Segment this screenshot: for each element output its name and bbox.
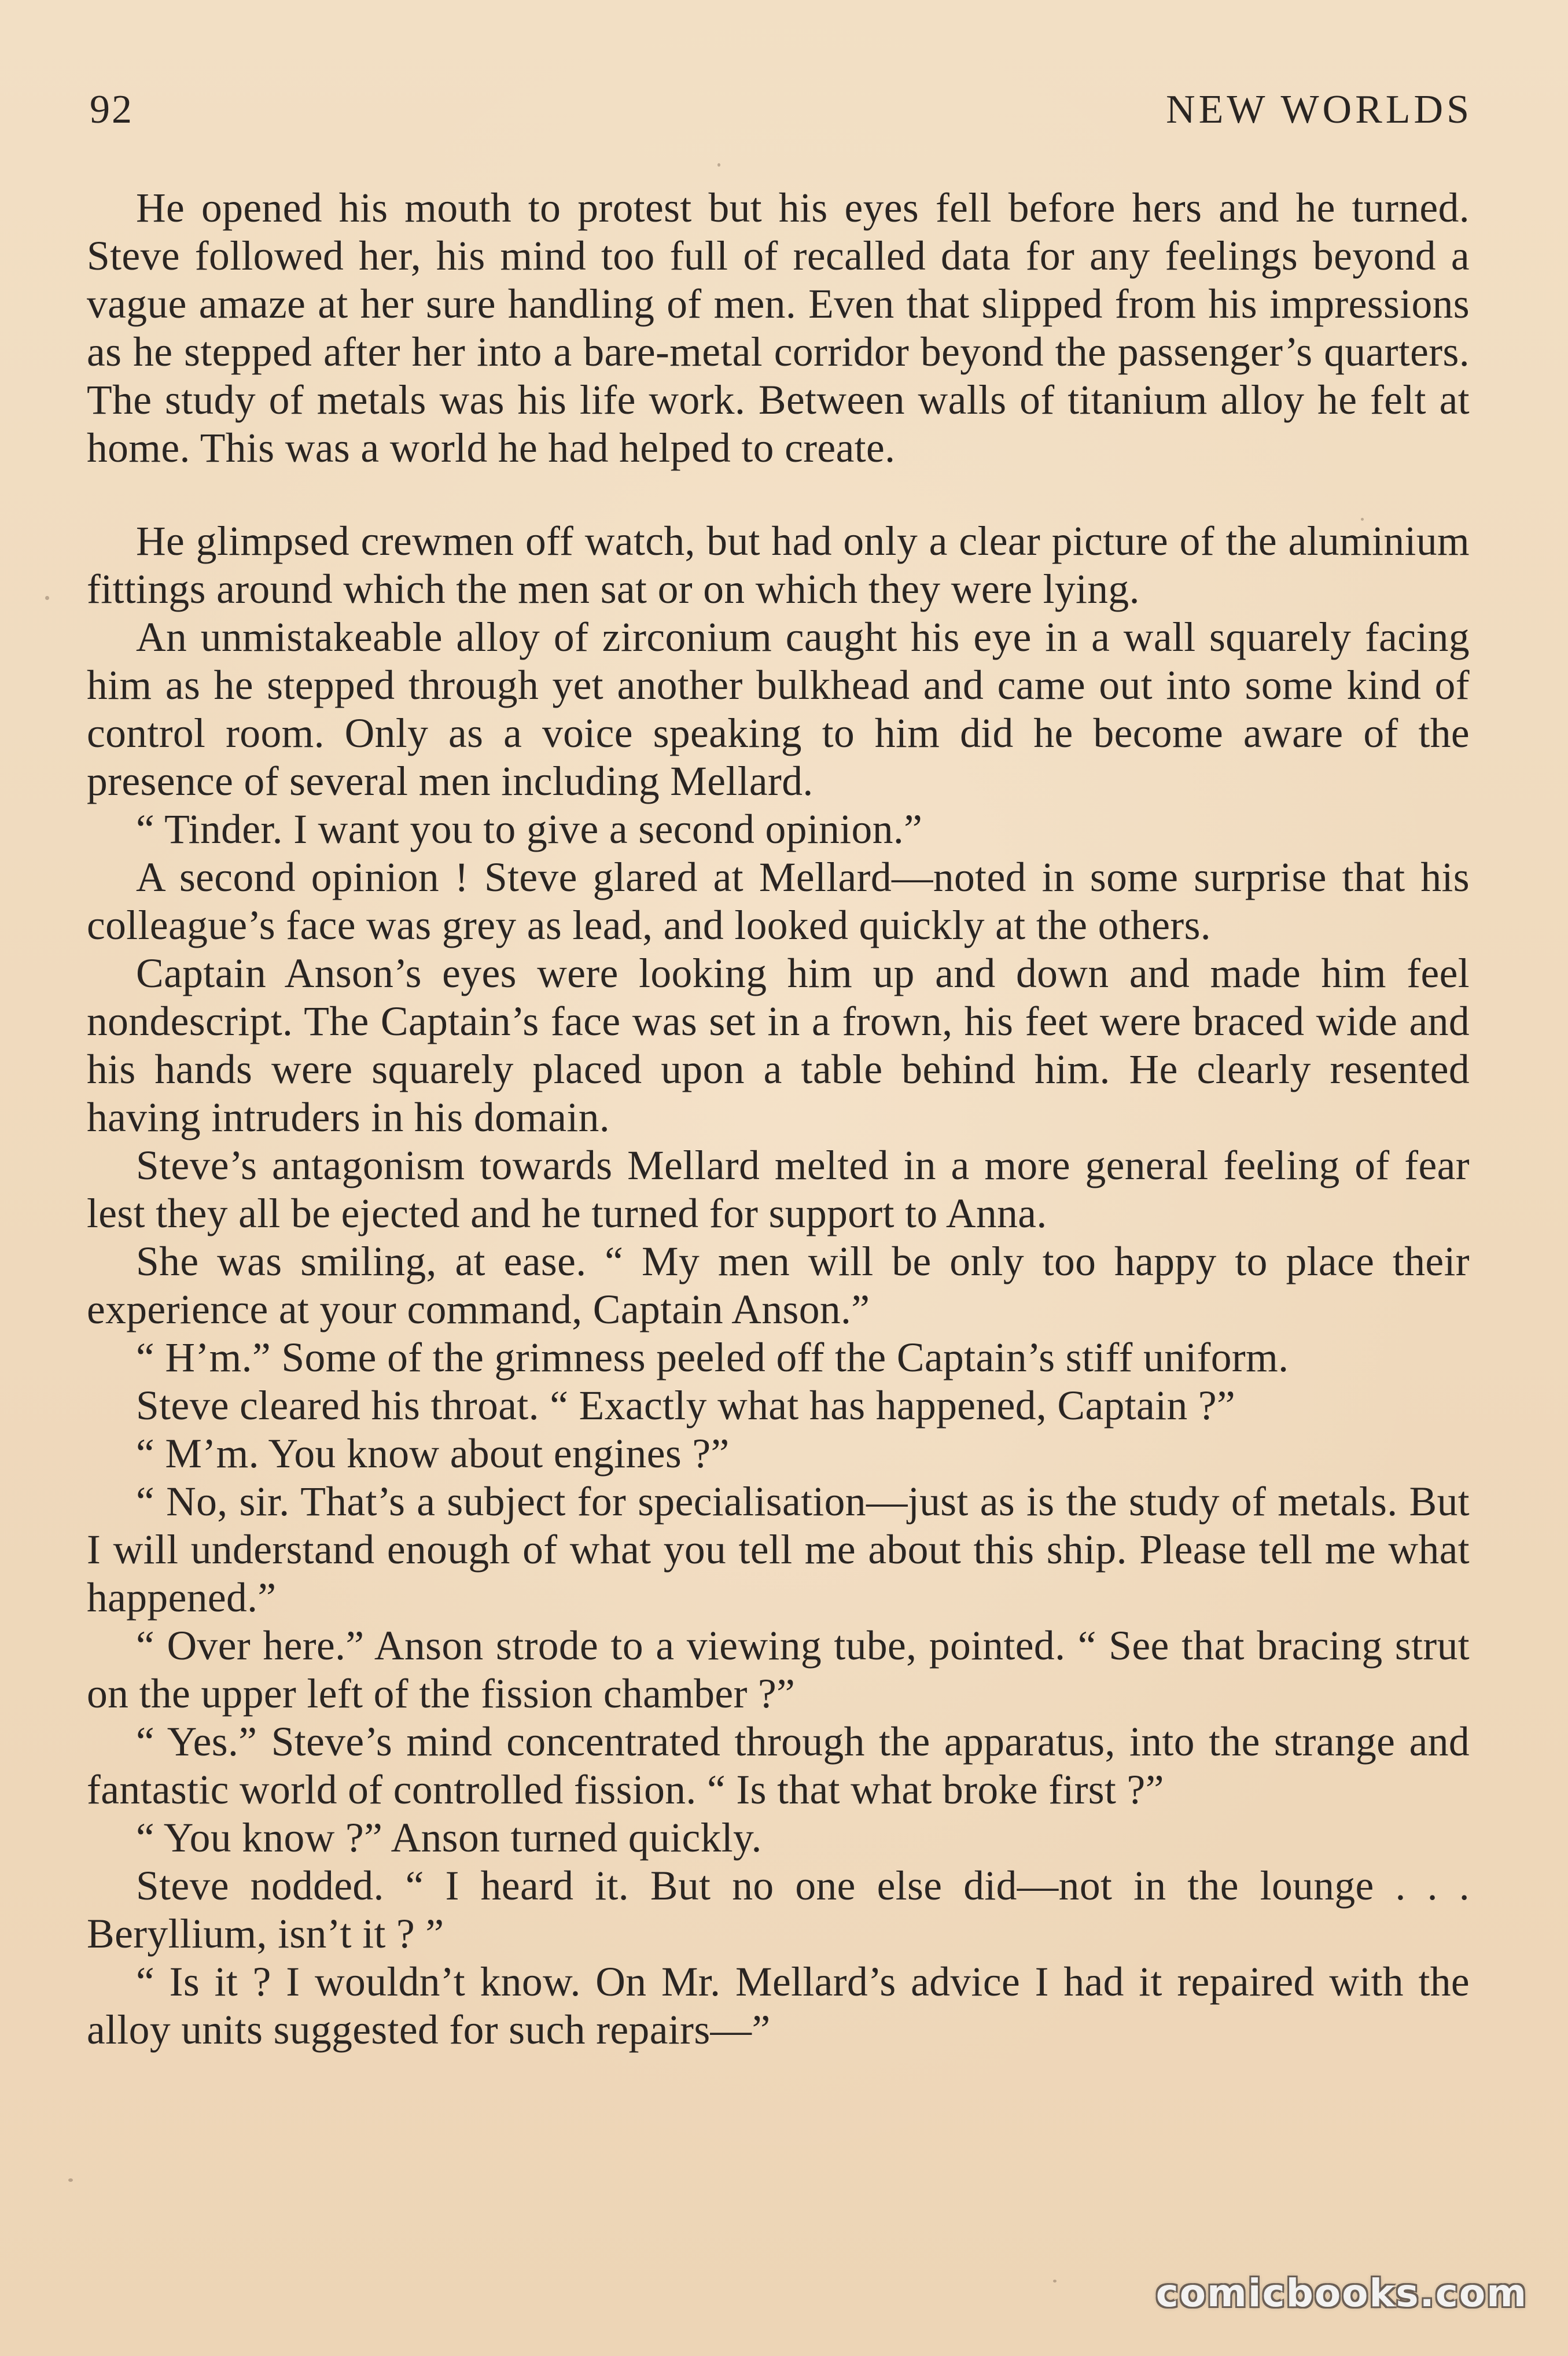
paragraph: “ H’m.” Some of the grimness peeled off the Captain’s stiff uniform. [136, 1335, 1289, 1381]
paragraph: He opened his mouth to protest but his eyes fell before hers and he turned. Steve followed her, his mind too full of recalled data for any feelings beyond a vague amaze at her sure handling of men. Even that slipped from his impressions as he stepped after her into a bare-metal corridor beyond the passenger’s quarters. The study of metals was his life work. Between walls of titanium alloy he felt at home. This was a world he had helped to create. [87, 185, 1470, 471]
body-text [87, 184, 1470, 2054]
paper-speck [68, 2178, 73, 2182]
paragraph: Steve nodded. “ I heard it. But no one else did—not in the lounge . . . Beryllium, isn’t it ? ” [87, 1863, 1470, 1957]
paragraph: An unmistakeable alloy of zirconium caught his eye in a wall squarely facing him as he stepped through yet another bulkhead and came out into some kind of control room. Only as a voice speaking to him did he become aware of the presence of several men including Mellard. [87, 614, 1470, 804]
paragraph: Steve’s antagonism towards Mellard melted in a more general feeling of fear lest they all be ejected and he turned for support to Anna. [87, 1143, 1470, 1236]
paper-speck [717, 163, 720, 167]
page-number: 92 [90, 87, 134, 132]
watermark-logo: comicbooks.com [1155, 2271, 1527, 2315]
paper-speck [1053, 2280, 1057, 2283]
paragraph: “ Yes.” Steve’s mind concentrated through the apparatus, into the strange and fantastic world of controlled fission. “ Is that what broke first ?” [87, 1719, 1470, 1813]
paragraph: A second opinion ! Steve glared at Mellard—noted in some surprise that his colleague’s face was grey as lead, and looked quickly at the others. [87, 855, 1470, 948]
paper-speck [45, 596, 49, 600]
paragraph: Captain Anson’s eyes were looking him up and down and made him feel nondescript. The Captain’s face was set in a frown, his feet were braced wide and his hands were squarely placed upon a table behind him. He clearly resented having intruders in his domain. [87, 951, 1470, 1140]
paragraph: Steve cleared his throat. “ Exactly what has happened, Captain ?” [136, 1383, 1236, 1429]
paragraph: “ Over here.” Anson strode to a viewing tube, pointed. “ See that bracing strut on the upper left of the fission chamber ?” [87, 1623, 1470, 1717]
paragraph: “ Tinder. I want you to give a second opinion.” [136, 807, 923, 852]
paragraph: “ Is it ? I wouldn’t know. On Mr. Mellard’s advice I had it repaired with the alloy units suggested for such repairs—” [87, 1959, 1470, 2053]
paragraph: “ You know ?” Anson turned quickly. [136, 1815, 762, 1861]
paragraph: “ M’m. You know about engines ?” [136, 1431, 730, 1477]
running-head [90, 87, 1473, 150]
paragraph: She was smiling, at ease. “ My men will be only too happy to place their experience at your command, Captain Anson.” [87, 1239, 1470, 1332]
paragraph: “ No, sir. That’s a subject for specialisation—just as is the study of metals. But I will understand enough of what you tell me about this ship. Please tell me what happened.” [87, 1479, 1470, 1621]
journal-title: NEW WORLDS [1166, 87, 1473, 132]
paragraph: He glimpsed crewmen off watch, but had only a clear picture of the aluminium fittings around which the men sat or on which they were lying. [87, 518, 1470, 612]
